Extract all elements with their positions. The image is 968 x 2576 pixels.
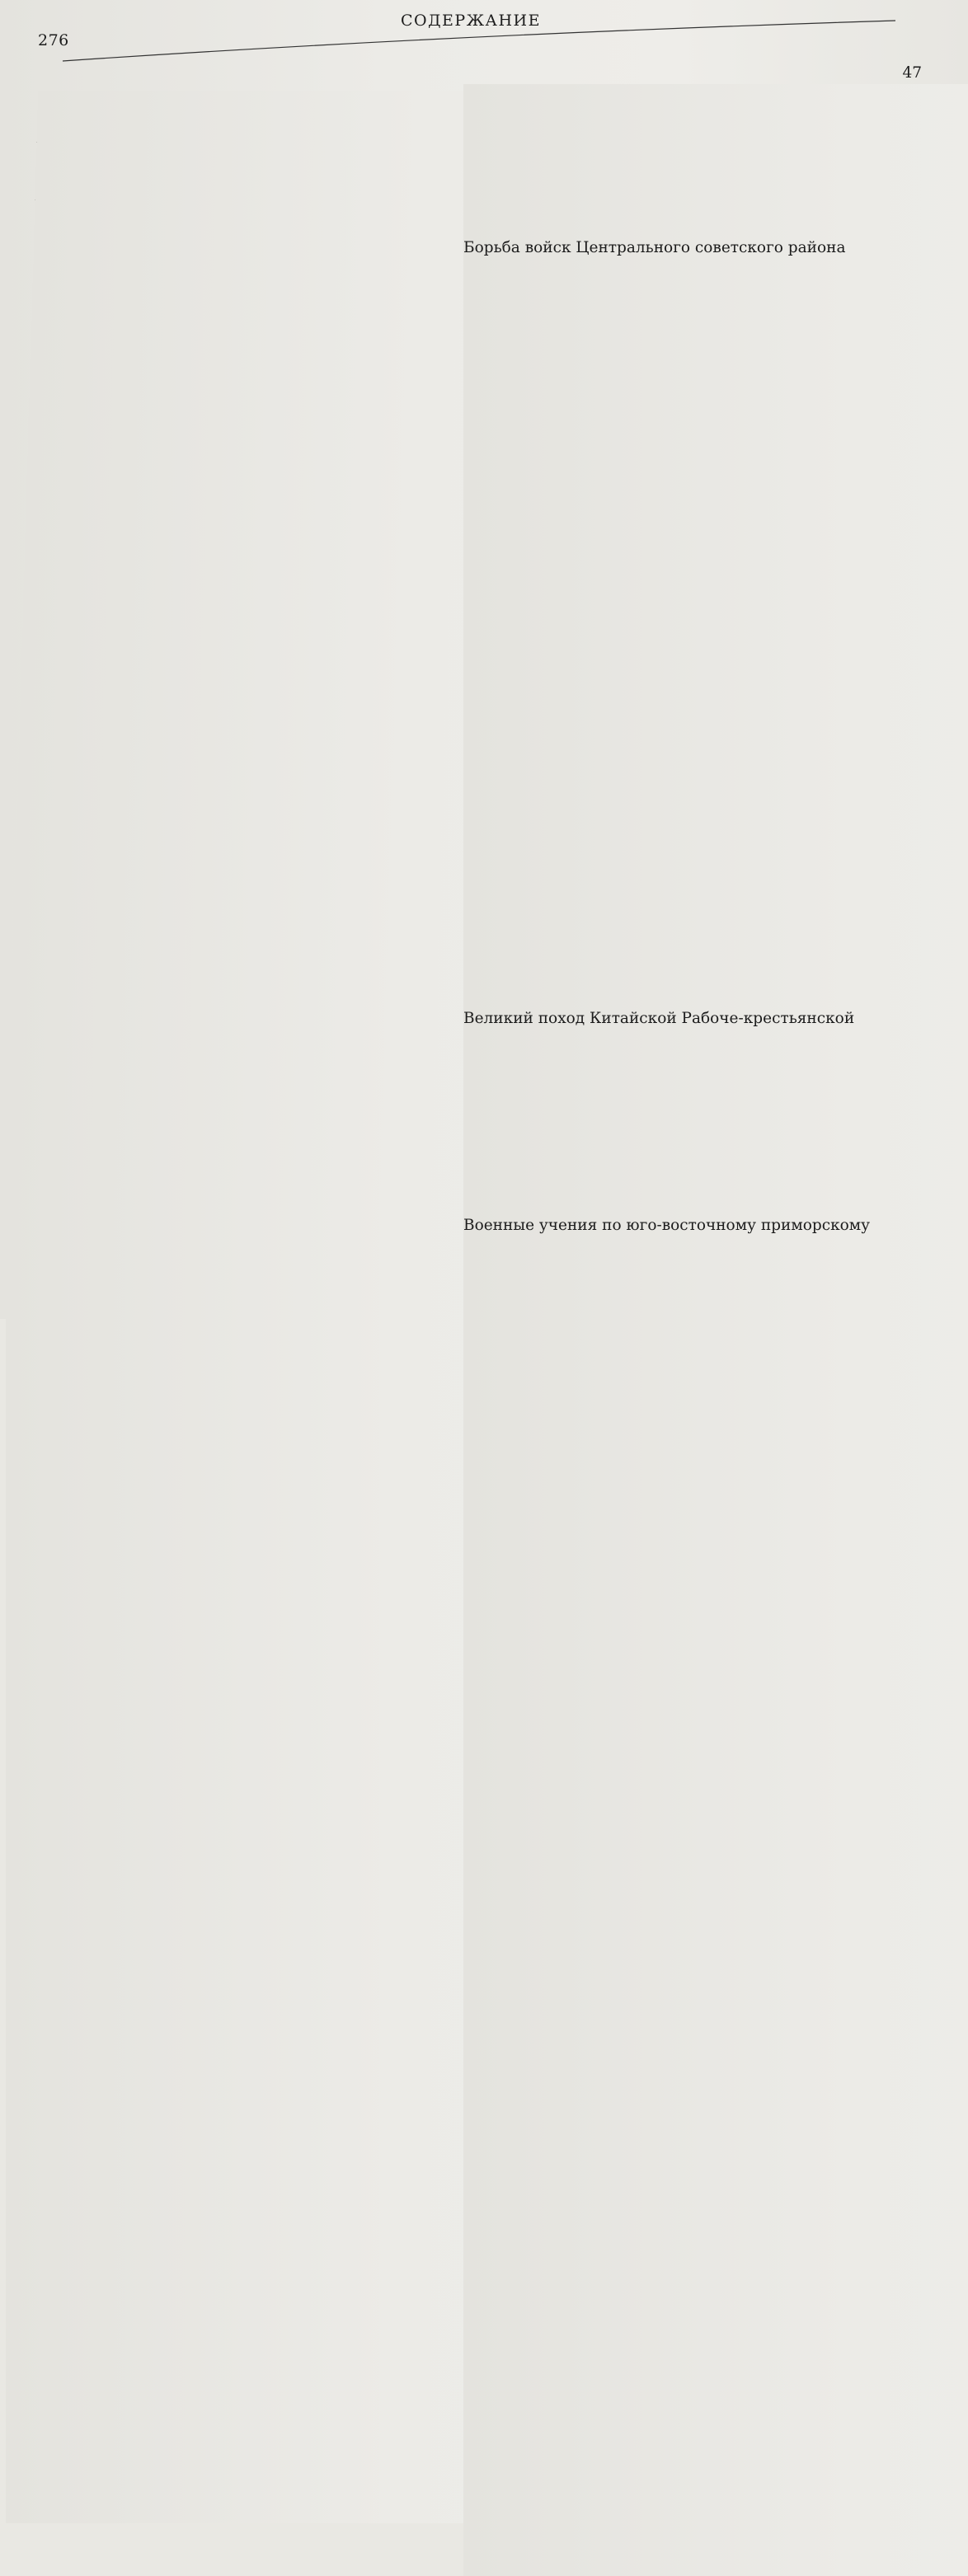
toc-entry[interactable]: [463, 84, 922, 102]
toc-entry[interactable]: [463, 1071, 922, 1089]
page-number: 276: [38, 31, 69, 49]
toc-entry[interactable]: [16, 840, 409, 858]
toc-entry[interactable]: [463, 664, 922, 683]
toc-entry[interactable]: [15, 878, 409, 896]
toc-entry[interactable]: [463, 481, 922, 500]
toc-entry[interactable]: [463, 908, 922, 927]
toc-entry[interactable]: [25, 533, 409, 551]
toc-entry[interactable]: [11, 1032, 409, 1050]
toc-entry[interactable]: [34, 225, 409, 243]
toc-entry[interactable]: [463, 563, 922, 581]
toc-entry[interactable]: [463, 949, 922, 967]
toc-entry[interactable]: [7, 1147, 409, 1166]
toc-entry[interactable]: [463, 340, 922, 358]
toc-entry[interactable]: [19, 744, 409, 762]
toc-entry[interactable]: [16, 859, 409, 877]
toc-entry[interactable]: [20, 725, 409, 743]
toc-entry[interactable]: [29, 398, 409, 416]
toc-entry[interactable]: [32, 283, 409, 301]
toc-entry[interactable]: [36, 148, 409, 167]
toc-entry[interactable]: [25, 551, 409, 570]
toc-entry[interactable]: [463, 162, 922, 180]
toc-entry[interactable]: [463, 603, 922, 622]
toc-entry[interactable]: [463, 298, 922, 317]
toc-entry[interactable]: [37, 129, 409, 148]
toc-entry[interactable]: [7, 1128, 409, 1146]
toc-entry[interactable]: [31, 321, 409, 340]
toc-entry[interactable]: [23, 590, 409, 608]
toc-entry[interactable]: [463, 868, 922, 886]
toc-entry[interactable]: [463, 502, 922, 520]
toc-entry[interactable]: [37, 110, 409, 128]
entry-title-line[interactable]: Борьба войск Центрального советского района: [463, 239, 846, 257]
toc-entry[interactable]: [463, 847, 922, 866]
toc-entry[interactable]: [17, 801, 409, 819]
toc-entry[interactable]: [463, 706, 922, 724]
toc-entry[interactable]: [463, 584, 922, 602]
toc-entry[interactable]: [463, 1091, 922, 1110]
toc-entry[interactable]: [463, 123, 922, 141]
toc-entry[interactable]: [13, 936, 409, 954]
toc-entry[interactable]: [463, 990, 922, 1008]
toc-entry[interactable]: [12, 993, 409, 1011]
toc-entry[interactable]: [463, 766, 922, 784]
toc-entry[interactable]: [18, 782, 409, 800]
toc-entry[interactable]: [32, 302, 409, 320]
toc-entry[interactable]: [14, 917, 409, 935]
toc-entry[interactable]: [463, 462, 922, 480]
toc-entry[interactable]: [33, 264, 409, 282]
toc-entry[interactable]: [463, 142, 922, 160]
toc-entry[interactable]: [463, 523, 922, 541]
toc-entry[interactable]: [463, 786, 922, 805]
toc-entry[interactable]: [23, 609, 409, 627]
toc-entry[interactable]: [30, 359, 409, 378]
toc-entry[interactable]: [463, 200, 922, 218]
toc-entry[interactable]: [6, 1185, 409, 1204]
toc-entry[interactable]: [463, 1175, 922, 1193]
toc-entry[interactable]: [35, 187, 409, 205]
toc-entry[interactable]: [7, 1166, 409, 1185]
toc-entry[interactable]: [463, 807, 922, 825]
toc-entry[interactable]: [463, 259, 922, 277]
toc-entry[interactable]: [463, 1257, 922, 1275]
toc-entry[interactable]: [463, 401, 922, 419]
toc-entry[interactable]: [463, 279, 922, 297]
toc-entry[interactable]: [463, 725, 922, 744]
toc-entry[interactable]: [463, 441, 922, 459]
toc-entry[interactable]: [463, 1236, 922, 1254]
entry-title-line[interactable]: Великий поход Китайской Рабоче-крестьянской: [463, 1010, 855, 1028]
toc-entry[interactable]: [463, 1133, 922, 1152]
toc-entry[interactable]: [463, 645, 922, 663]
toc-entry[interactable]: [463, 220, 922, 238]
toc-entry[interactable]: [463, 969, 922, 988]
toc-entry[interactable]: [27, 456, 409, 474]
toc-entry[interactable]: [463, 624, 922, 642]
toc-entry[interactable]: [10, 1051, 409, 1069]
toc-entry[interactable]: [9, 1070, 409, 1088]
toc-entry[interactable]: [30, 379, 409, 397]
toc-entry[interactable]: [463, 1030, 922, 1048]
toc-entry[interactable]: [20, 706, 409, 724]
toc-entry[interactable]: [35, 167, 409, 185]
toc-entry[interactable]: [35, 206, 409, 224]
toc-entry[interactable]: [18, 763, 409, 781]
toc-entry[interactable]: [463, 929, 922, 947]
toc-entry[interactable]: [28, 417, 409, 435]
toc-entry[interactable]: [463, 827, 922, 845]
entry-page-number: 47: [902, 64, 922, 82]
toc-entry[interactable]: [26, 475, 409, 493]
entry-page-number: [463, 1257, 968, 2576]
toc-entry[interactable]: [28, 436, 409, 454]
toc-entry[interactable]: [34, 244, 409, 262]
toc-entry[interactable]: [6, 1204, 409, 1222]
header-rule: [38, 20, 912, 69]
toc-entry[interactable]: [463, 1113, 922, 1131]
toc-entry[interactable]: [16, 820, 409, 838]
toc-entry[interactable]: [463, 103, 922, 121]
running-title: СОДЕРЖАНИЕ: [401, 12, 541, 30]
toc-entry[interactable]: [22, 628, 409, 646]
page-header: [0, 0, 968, 66]
toc-entry[interactable]: [463, 746, 922, 764]
toc-entry[interactable]: [12, 955, 409, 974]
toc-entry[interactable]: [463, 181, 922, 199]
toc-entry[interactable]: [14, 898, 409, 916]
toc-entry[interactable]: [463, 685, 922, 703]
toc-entry[interactable]: [463, 888, 922, 906]
toc-entry[interactable]: [11, 1012, 409, 1030]
entry-title-line[interactable]: Военные учения по юго-восточному приморскому: [463, 1216, 871, 1234]
toc-entry[interactable]: [463, 359, 922, 378]
toc-entry[interactable]: [21, 648, 409, 666]
toc-entry[interactable]: [8, 1109, 409, 1127]
toc-entry[interactable]: [31, 340, 409, 359]
toc-entry[interactable]: [9, 1090, 409, 1108]
toc-entry[interactable]: [24, 571, 409, 589]
toc-entry[interactable]: [463, 420, 922, 439]
toc-entry[interactable]: [26, 514, 409, 532]
toc-entry[interactable]: [21, 686, 409, 704]
toc-entry[interactable]: [463, 1154, 922, 1172]
toc-entry[interactable]: [463, 542, 922, 561]
toc-entry[interactable]: [38, 91, 409, 109]
toc-entry[interactable]: [21, 667, 409, 685]
toc-entry[interactable]: [26, 494, 409, 512]
toc-entry[interactable]: [463, 1196, 922, 1214]
toc-entry[interactable]: [463, 1050, 922, 1068]
toc-entry[interactable]: [463, 319, 922, 337]
toc-entry[interactable]: [463, 380, 922, 398]
toc-entry[interactable]: [12, 974, 409, 992]
